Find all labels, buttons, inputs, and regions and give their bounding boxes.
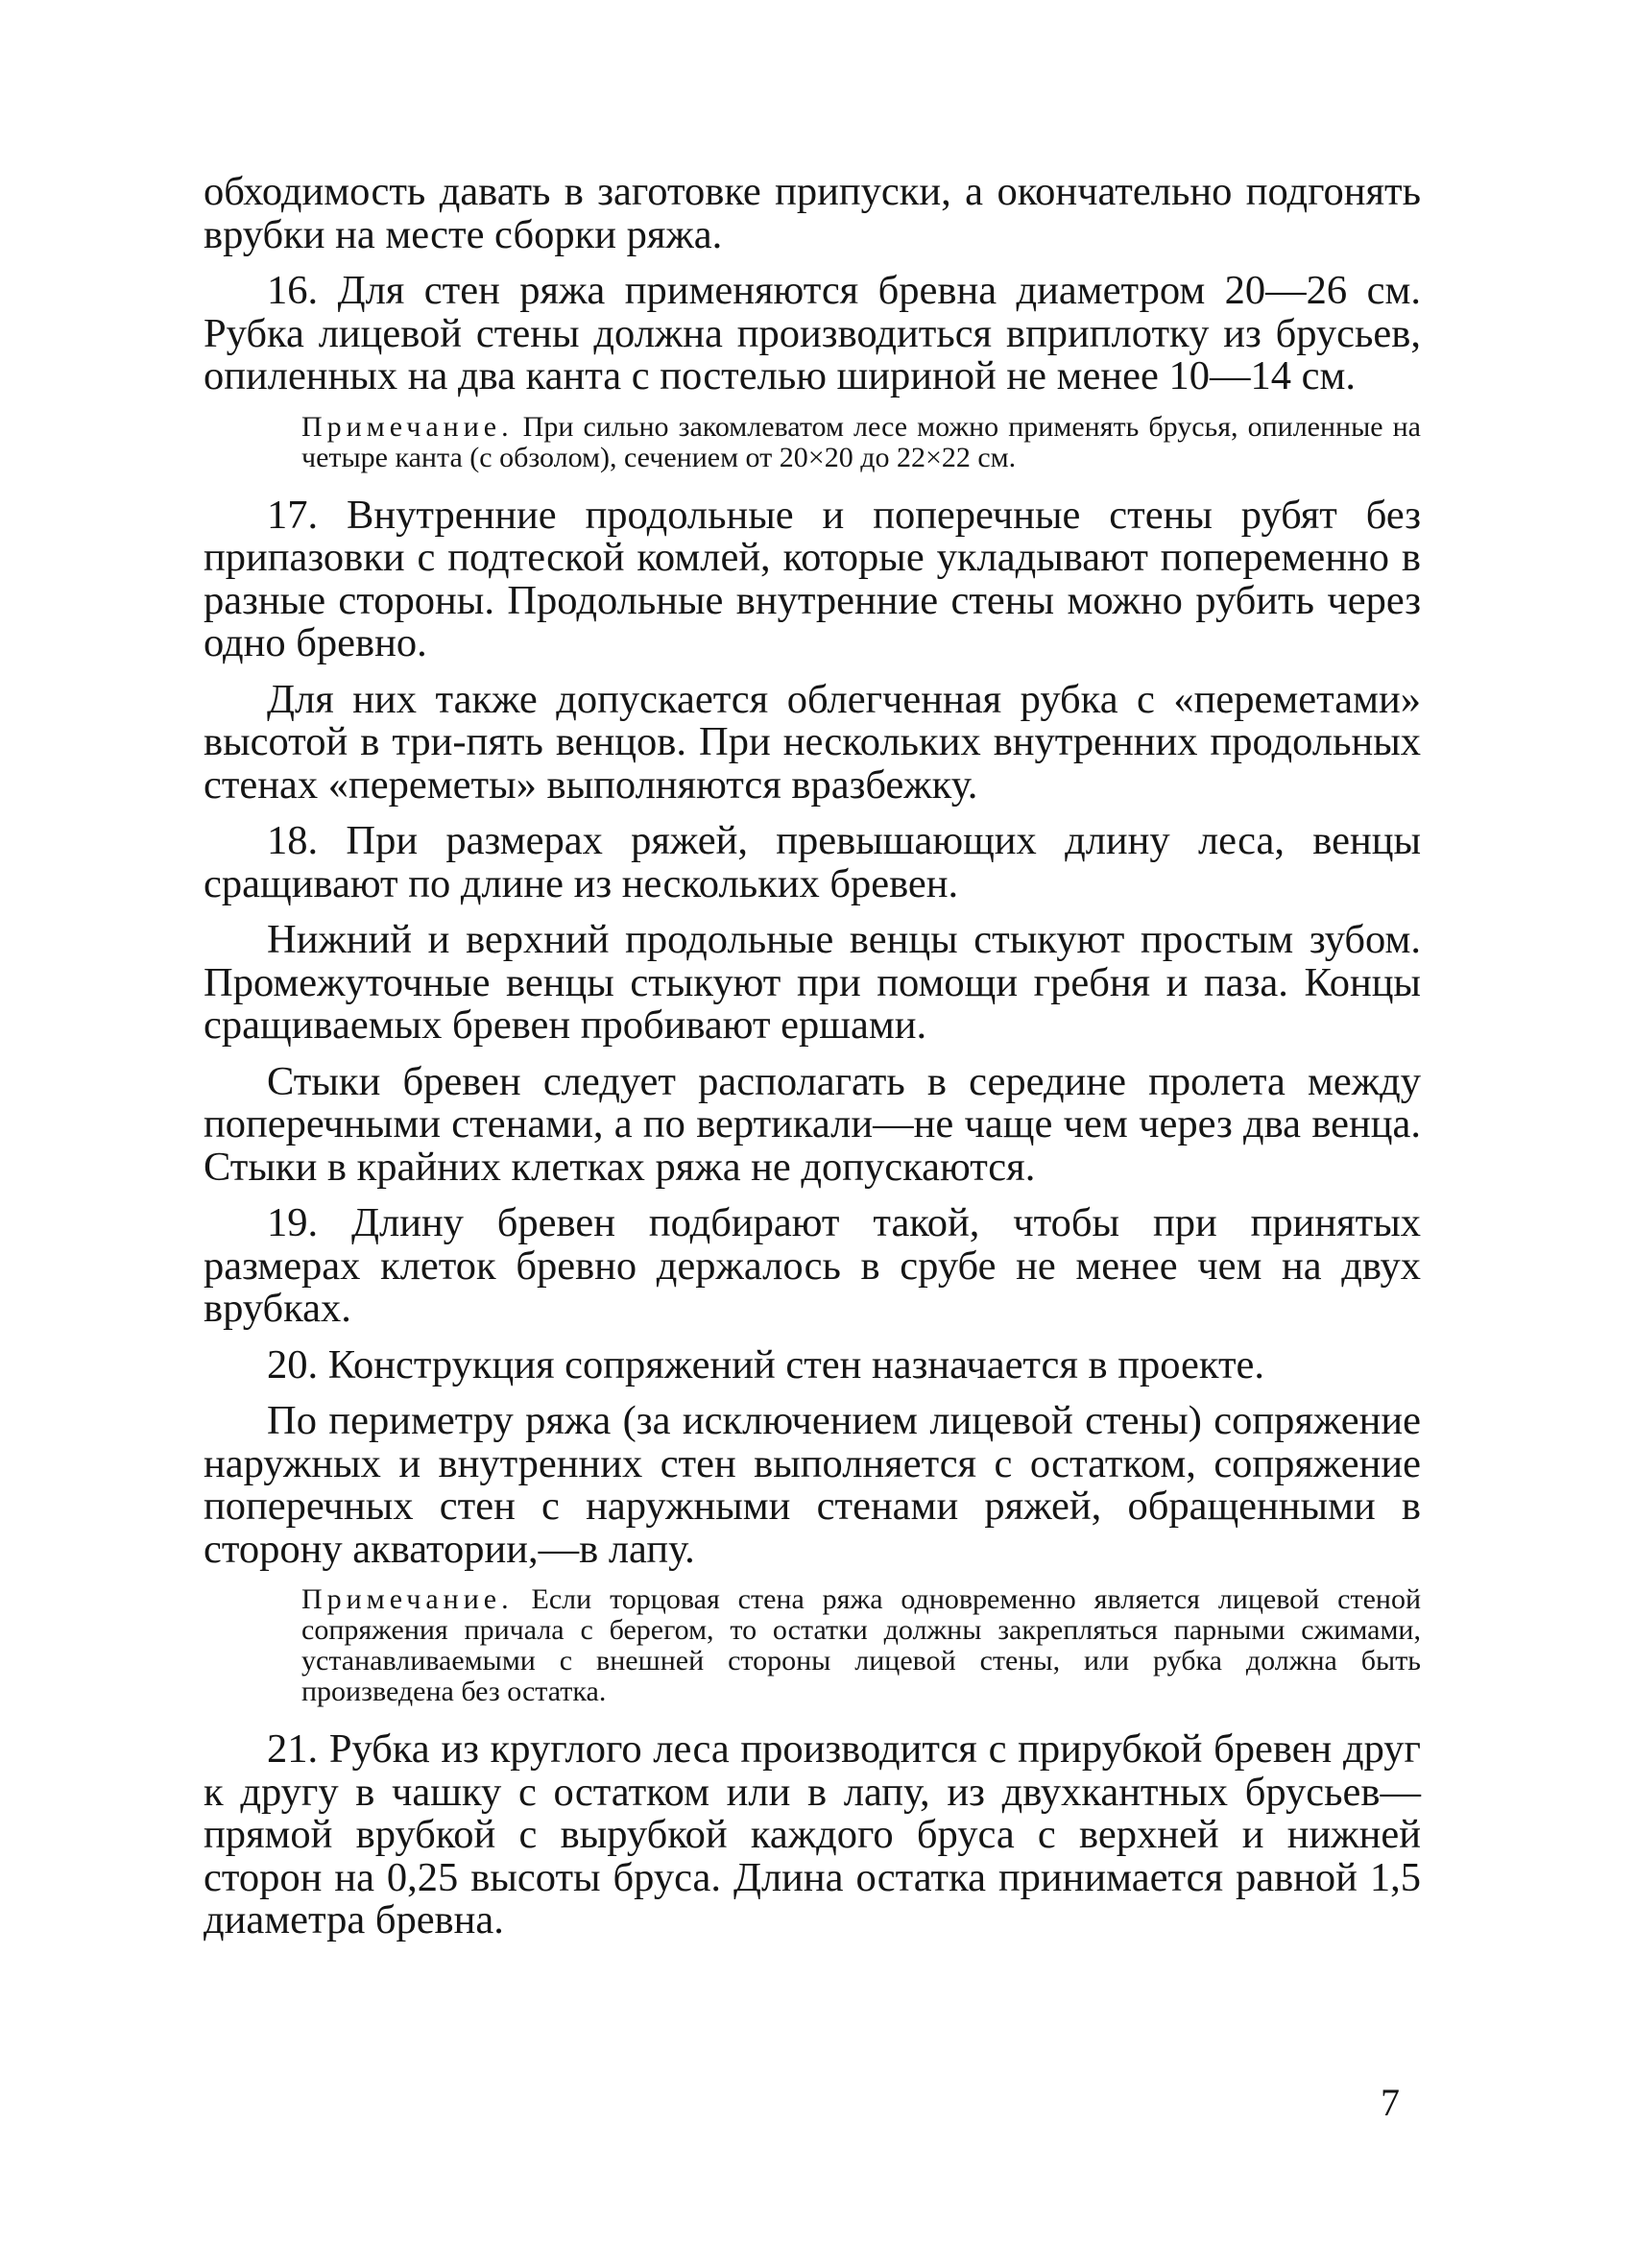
note-2-text: Если торцовая стена ряжа одновременно является лицевой стеной сопряжения причала с берегом, то остатки должны закрепляться парными сжимами, устанавливаемыми с внешней стороны лицевой стены, или рубка должна быть произведена без остатка. xyxy=(301,1583,1421,1707)
page-number: 7 xyxy=(1381,2081,1400,2124)
paragraph-17: 17. Внутренние продольные и поперечные стены рубят без припазовки с подтеской комлей, которые укладывают попеременно в разные стороны. Продольные внутренние стены можно рубить через одно бревно. xyxy=(204,492,1421,665)
paragraph-16: 16. Для стен ряжа применяются бревна диаметром 20—26 см. Рубка лицевой стены должна производиться вприплотку из брусьев, опиленных на два канта с постелью шириной не менее 10—14 см. xyxy=(204,268,1421,398)
paragraph-21: 21. Рубка из круглого леса производится с прирубкой бревен друг к другу в чашку с остатком или в лапу, из двухкантных брусьев—прямой врубкой с вырубкой каждого бруса с верхней и нижней сторон на 0,25 высоты бруса. Длина остатка принимается равной 1,5 диаметра бревна. xyxy=(204,1726,1421,1942)
note-1-label: Примечание. xyxy=(301,410,514,443)
paragraph-20b: По периметру ряжа (за исключением лицевой стены) сопряжение наружных и внутренних стен выполняется с остатком, сопряжение поперечных стен с наружными стенами ряжей, обращенными в сторону акватории,—в лапу. xyxy=(204,1398,1421,1572)
note-2 xyxy=(204,1584,1421,1707)
note-1 xyxy=(204,412,1421,473)
paragraph-continuation: обходимость давать в заготовке припуски, а окончательно подгонять врубки на месте сборки ряжа. xyxy=(204,169,1421,257)
paragraph-20: 20. Конструкция сопряжений стен назначается в проекте. xyxy=(267,1341,1265,1387)
paragraph-17b: Для них также допускается облегченная рубка с «переметами» высотой в три-пять венцов. При нескольких внутренних продольных стенах «переметы» выполняются вразбежку. xyxy=(204,676,1421,808)
paragraph-18c: Стыки бревен следует располагать в середине пролета между поперечными стенами, а по вертикали—не чаще чем через два венца. Стыки в крайних клетках ряжа не допускаются. xyxy=(204,1058,1421,1190)
document-page xyxy=(204,171,1421,1956)
paragraph-19: 19. Длину бревен подбирают такой, чтобы при принятых размерах клеток бревно держалось в срубе не менее чем на двух врубках. xyxy=(204,1200,1421,1331)
note-2-label: Примечание. xyxy=(301,1583,514,1615)
paragraph-18b: Нижний и верхний продольные венцы стыкуют простым зубом. Промежуточные венцы стыкуют при помощи гребня и паза. Концы сращиваемых бревен пробивают ершами. xyxy=(204,917,1421,1048)
paragraph-18: 18. При размерах ряжей, превышающих длину леса, венцы сращивают по длине из нескольких бревен. xyxy=(204,818,1421,906)
note-1-text: При сильно закомлеватом лесе можно применять брусья, опиленные на четыре канта (с обзолом), сечением от 20×20 до 22×22 см. xyxy=(301,410,1421,473)
